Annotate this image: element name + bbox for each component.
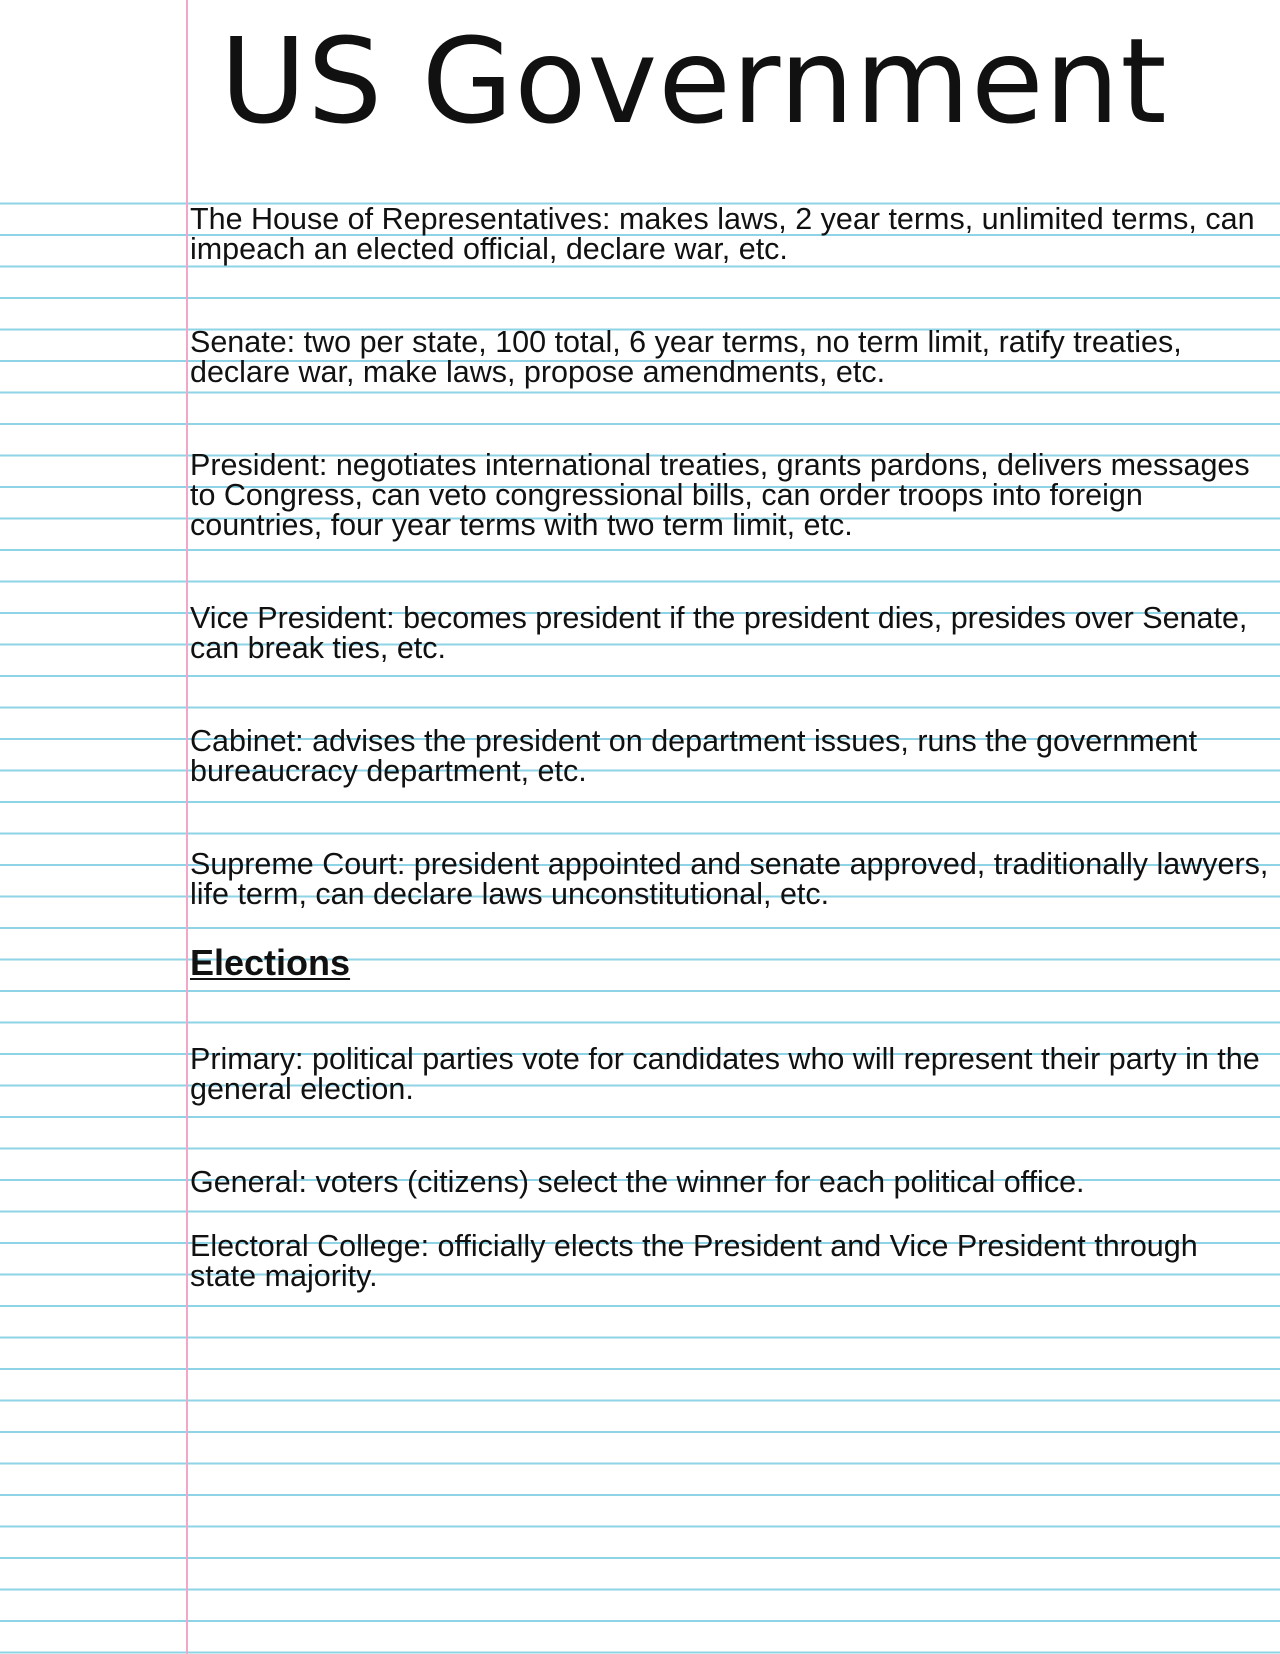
note-text: makes laws, 2 year terms, unlimited terms, can impeach an elected official, declare war, etc. — [190, 202, 1255, 266]
note-term: Vice President: — [190, 601, 395, 635]
note-term: Electoral College: — [190, 1229, 430, 1263]
note-term: General: — [190, 1165, 307, 1199]
note-text: officially elects the President and Vice President through state majority. — [190, 1229, 1198, 1293]
page-title: US Government — [220, 12, 1168, 150]
margin-line — [186, 0, 188, 1654]
note-text: negotiates international treaties, grants pardons, delivers messages to Congress, can veto congressional bills, can order troops into foreign countries, four year terms with two term limit, etc. — [190, 448, 1250, 542]
note-president — [190, 450, 1272, 540]
note-vice-president — [190, 603, 1272, 663]
note-supreme-court — [190, 849, 1272, 909]
note-term: Primary: — [190, 1042, 304, 1076]
note-general — [190, 1167, 1272, 1197]
note-text: becomes president if the president dies, presides over Senate, can break ties, etc. — [190, 601, 1248, 665]
note-text: president appointed and senate approved, traditionally lawyers, life term, can declare laws unconstitutional, etc. — [190, 847, 1269, 911]
elections-heading: Elections — [190, 942, 351, 983]
note-text: two per state, 100 total, 6 year terms, no term limit, ratify treaties, declare war, make laws, propose amendments, etc. — [190, 325, 1182, 389]
notes-body — [190, 204, 1272, 1354]
note-term: Senate: — [190, 325, 296, 359]
note-term: President: — [190, 448, 328, 482]
note-primary — [190, 1044, 1272, 1104]
note-text: political parties vote for candidates who will represent their party in the general election. — [190, 1042, 1260, 1106]
note-term: Cabinet: — [190, 724, 304, 758]
note-house — [190, 204, 1272, 264]
note-electoral-college — [190, 1231, 1272, 1291]
note-senate — [190, 327, 1272, 387]
note-term: The House of Representatives: — [190, 202, 611, 236]
note-cabinet — [190, 726, 1272, 786]
note-text: advises the president on department issues, runs the government bureaucracy department, etc. — [190, 724, 1198, 788]
note-term: Supreme Court: — [190, 847, 406, 881]
note-text: voters (citizens) select the winner for each political office. — [315, 1165, 1085, 1199]
